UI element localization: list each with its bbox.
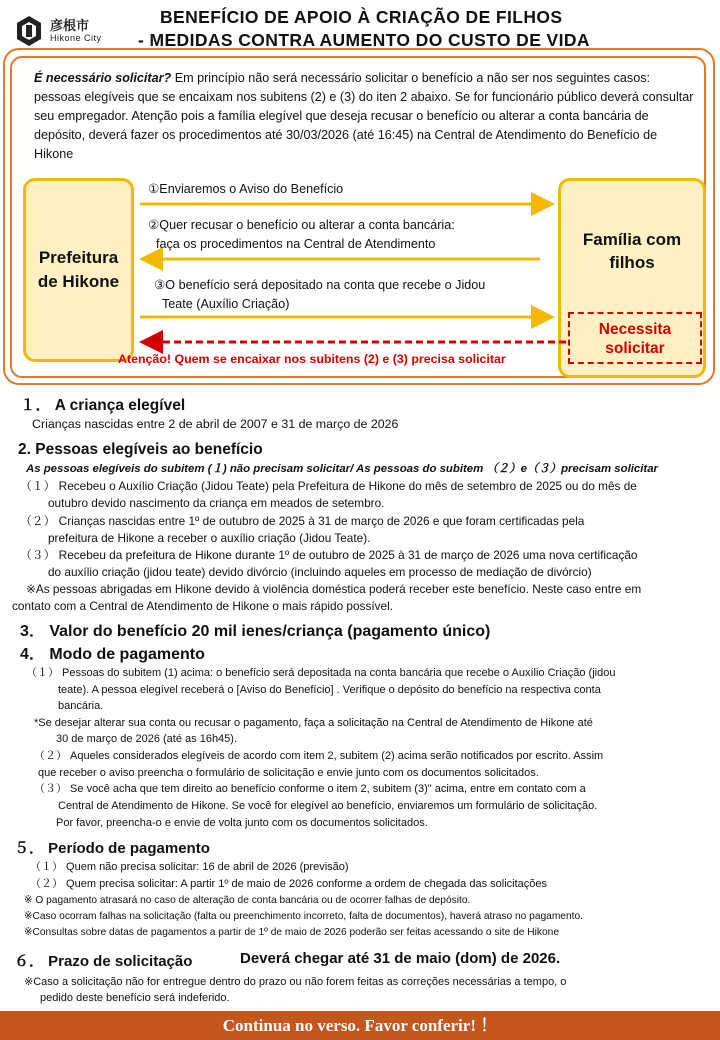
logo-subtext: Hikone City: [50, 33, 102, 43]
section2-title: 2. Pessoas elegíveis ao benefício: [18, 441, 263, 458]
section4-item1-line2: teate). A pessoa elegível receberá o [Aviso do Benefício] . Verifique o depósito do benefício na respectiva conta: [58, 684, 601, 696]
section4-item3-line1: （３） Se você acha que tem direito ao benefício conforme o item 2, subitem (3)" acima, entre em contato com a: [34, 783, 586, 795]
section3-title: 3． Valor do benefício 20 mil ienes/criança (pagamento único): [20, 623, 491, 640]
section5-note3: ※Consultas sobre datas de pagamentos a partir de 1º de maio de 2026 poderão ser feitas acessando o site de Hikone: [24, 927, 559, 938]
section6-note-line1: ※Caso a solicitação não for entregue dentro do prazo ou não forem feitas as correções necessárias a tempo, o: [24, 976, 567, 988]
section6-title: ６． Prazo de solicitação: [14, 953, 193, 970]
need-apply-box: Necessita solicitar: [568, 312, 702, 364]
section2-item1-line2: outubro devido nascimento da criança em meados de setembro.: [48, 496, 385, 510]
section6-deadline: Deverá chegar até 31 de maio (dom) de 2026.: [240, 950, 561, 967]
section5-title: ５． Período de pagamento: [14, 840, 210, 857]
flow-arrows: [0, 0, 720, 400]
page-subtitle: - MEDIDAS CONTRA AUMENTO DO CUSTO DE VIDA: [138, 30, 590, 50]
attention-note: Atenção! Quem se encaixar nos subitens (2) e (3) precisa solicitar: [118, 352, 506, 366]
section4-item1-line1: （１） Pessoas do subitem (1) acima: o benefício será depositada na conta bancária que recebe o Auxílio Criação (jidou: [26, 667, 616, 679]
step1-text: ①Enviaremos o Aviso do Benefício: [148, 182, 344, 196]
page-title: BENEFÍCIO DE APOIO À CRIAÇÃO DE FILHOS: [160, 7, 563, 27]
section4-item2-line1: （２） Aqueles considerados elegíveis de acordo com item 2, subitem (2) acima serão notificados por escrito. Assim: [34, 750, 604, 762]
section4-item1-line3: bancária.: [58, 700, 104, 712]
step2-text-line1: ②Quer recusar o benefício ou alterar a conta bancária:: [148, 218, 455, 232]
section6-note-line2: pedido deste benefício será indeferido.: [40, 992, 230, 1004]
step3-text-line2: Teate (Auxílio Criação): [162, 297, 290, 311]
section4-item3-line3: Por favor, preencha-o e envie de volta junto com os documentos solicitados.: [56, 817, 428, 829]
section2-note-line2: contato com a Central de Atendimento de Hikone o mais rápido possível.: [12, 599, 393, 613]
intro-text: Em princípio não será necessário solicitar o benefício a não ser nos seguintes casos: pessoas elegíveis que se encaixam nos subitens (2) e (3) do iten 2 abaixo. Se for funcionário público deverá consultar seu empregador. Atenção pois a família elegível que deseja recusar o benefício ou alterar a conta bancária de depósito, deverá fazer os procedimentos até 30/03/2026 (até 16:45) na Central de Atendimento do Benefício de Hikone: [34, 71, 694, 161]
section1-text: Crianças nascidas entre 2 de abril de 2007 e 31 de março de 2026: [32, 417, 399, 431]
footer-banner: Continua no verso. Favor conferir! ！: [0, 1011, 720, 1040]
section4-item2-line2: que receber o aviso preencha o formulário de solicitação e envie junto com os documentos solicitados.: [38, 767, 539, 779]
section5-note1: ※ O pagamento atrasará no caso de alteração de conta bancária ou de ocorrer falhas de depósito.: [24, 895, 471, 906]
section2-item3-line1: （３） Recebeu da prefeitura de Hikone durante 1º de outubro de 2025 à 31 de março de 2026 uma nova certificação: [20, 548, 638, 562]
city-hall-label: Prefeitura de Hikone: [37, 248, 120, 291]
section2-item1-line1: （１） Recebeu o Auxílio Criação (Jidou Teate) pela Prefeitura de Hikone do mês de setembro de 2025 ou do mês de: [20, 479, 637, 493]
section5-item2: （２） Quem precisa solicitar: A partir 1º de maio de 2026 conforme a ordem de chegada das solicitações: [30, 878, 547, 890]
section5-item1: （１） Quem não precisa solicitar: 16 de abril de 2026 (previsão): [30, 861, 349, 873]
section2-item2-line1: （２） Crianças nascidas entre 1º de outubro de 2025 à 31 de março de 2026 e que foram certificadas pela: [20, 514, 585, 528]
section4-title: 4． Modo de pagamento: [20, 646, 205, 663]
step2-text-line2: faça os procedimentos na Central de Atendimento: [156, 237, 436, 251]
section2-item3-line2: do auxílio criação (jidou teate) devido divórcio (incluindo aqueles em processo de mediação de divórcio): [48, 565, 592, 579]
section2-item2-line2: prefeitura de Hikone a receber o auxílio criação (Jidou Teate).: [48, 531, 371, 545]
section4-note-line1: *Se desejar alterar sua conta ou recusar o pagamento, faça a solicitação na Central de Atendimento de Hikone até: [34, 717, 593, 729]
section4-item3-line2: Central de Atendimento de Hikone. Se você for elegível ao benefício, enviaremos um formulário de solicitação.: [58, 800, 598, 812]
section2-note-line1: ※As pessoas abrigadas em Hikone devido à violência doméstica poderá receber este benefício. Neste caso entre em: [26, 582, 642, 596]
logo-text: 彦根市: [50, 18, 90, 33]
family-label: Família com filhos: [582, 230, 682, 272]
intro-lead: É necessário solicitar?: [34, 71, 172, 85]
step3-text-line1: ③O benefício será depositado na conta que recebe o Jidou: [154, 278, 486, 292]
section4-note-line2: 30 de março de 2026 (até as 16h45).: [56, 733, 238, 745]
section5-note2: ※Caso ocorram falhas na solicitação (falta ou preenchimento incorreto, falta de documentos), haverá atraso no pagamento.: [24, 911, 583, 922]
section2-subtitle: As pessoas elegíveis do subitem (１) não precisam solicitar/ As pessoas do subitem （２）e（３）precisam solicitar: [26, 463, 658, 475]
section1-title: １． A criança elegível: [20, 397, 186, 414]
